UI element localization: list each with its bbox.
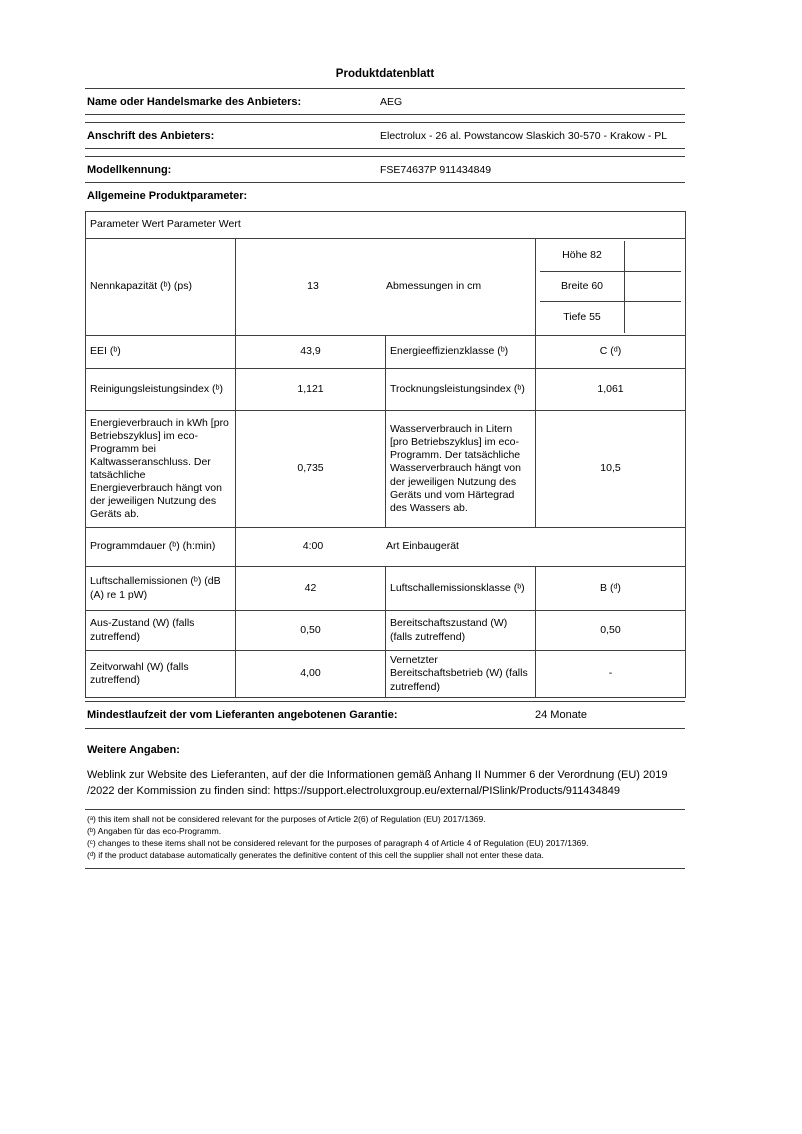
capacity-label: Nennkapazität (ᵇ) (ps) (86, 239, 236, 336)
supplier-address-value: Electrolux - 26 al. Powstancow Slaskich 30-570 - Krakow - PL (380, 129, 668, 142)
networked-standby-value: - (536, 651, 686, 698)
dimensions-label: Abmessungen in cm (386, 280, 482, 293)
supplier-address-row (85, 122, 685, 149)
weblink-line2 (87, 784, 685, 800)
energy-consumption-label: Energieverbrauch in kWh [pro Betriebszyklus] im eco-Programm bei Kaltwasseranschluss. Der tatsächliche Energieverbrauch hängt von der jeweiligen Nutzung des Geräts ab. (86, 411, 236, 528)
cleaning-index-value: 1,121 (236, 369, 386, 411)
energy-consumption-value: 0,735 (236, 411, 386, 528)
supplier-weblink-url[interactable]: https://support.electroluxgroup.eu/external/PISlink/Products/911434849 (273, 784, 621, 797)
page-title: Produktdatenblatt (335, 68, 435, 80)
weblink-paragraph (87, 768, 685, 800)
dimension-width: Breite 60 (540, 272, 625, 303)
dimension-depth: Tiefe 55 (540, 302, 625, 333)
noise-class-label: Luftschallemissionsklasse (ᵇ) (386, 567, 536, 611)
supplier-name-label: Name oder Handelsmarke des Anbieters: (87, 95, 302, 108)
weblink-line1: Weblink zur Website des Lieferanten, auf der die Informationen gemäß Anhang II Nummer 6 der Verordnung (EU) 2019 (87, 769, 668, 781)
noise-value: 42 (236, 567, 386, 611)
capacity-value: 13 (307, 280, 319, 293)
programme-duration-value: 4:00 (302, 540, 324, 553)
table-header-cell: Parameter Wert Parameter Wert (86, 212, 686, 239)
warranty-row (85, 701, 685, 729)
capacity-and-dimensions-cell (236, 239, 536, 336)
footnotes-block (85, 809, 685, 870)
dimension-height-empty-cell (625, 241, 681, 272)
model-identifier-value: FSE74637P 911434849 (380, 163, 492, 176)
model-identifier-row (85, 156, 685, 183)
water-consumption-label: Wasserverbrauch in Litern [pro Betriebszyklus] im eco-Programm. Der tatsächliche Wasserverbrauch hängt von der jeweiligen Nutzung des Geräts und vom Härtegrad des Wassers ab. (386, 411, 536, 528)
general-parameters-heading: Allgemeine Produktparameter: (87, 190, 248, 202)
energy-class-label: Energieeffizienzklasse (ᵇ) (386, 336, 536, 369)
supplier-address-label: Anschrift des Anbieters: (87, 129, 215, 142)
model-identifier-label: Modellkennung: (87, 163, 172, 176)
product-parameters-table (85, 211, 686, 698)
off-mode-label: Aus-Zustand (W) (falls zutreffend) (86, 611, 236, 651)
noise-label: Luftschallemissionen (ᵇ) (dB (A) re 1 pW) (86, 567, 236, 611)
cleaning-index-label: Reinigungsleistungsindex (ᵇ) (86, 369, 236, 411)
footnote-b: (ᵇ) Angaben für das eco-Programm. (87, 825, 222, 836)
programme-duration-label: Programmdauer (ᵇ) (h:min) (86, 528, 236, 567)
supplier-name-row (85, 88, 685, 115)
water-consumption-value: 10,5 (536, 411, 686, 528)
warranty-label: Mindestlaufzeit der vom Lieferanten angebotenen Garantie: (87, 709, 398, 721)
dimensions-cell (536, 239, 686, 336)
eei-value: 43,9 (236, 336, 386, 369)
programme-duration-and-type-cell (236, 528, 686, 567)
energy-class-value: C (ᵈ) (536, 336, 686, 369)
footnote-a: (ᵃ) this item shall not be considered relevant for the purposes of Article 2(6) of Regulation (EU) 2017/1369. (87, 813, 486, 824)
eei-label: EEI (ᵇ) (86, 336, 236, 369)
dimensions-subtable (540, 241, 681, 333)
networked-standby-label: Vernetzter Bereitschaftsbetrieb (W) (falls zutreffend) (386, 651, 536, 698)
noise-class-value: B (ᵈ) (536, 567, 686, 611)
drying-index-label: Trocknungsleistungsindex (ᵇ) (386, 369, 536, 411)
weblink-line2-prefix: /2022 der Kommission zu finden sind: (87, 784, 274, 797)
supplier-name-value: AEG (380, 95, 403, 108)
drying-index-value: 1,061 (536, 369, 686, 411)
delay-start-label: Zeitvorwahl (W) (falls zutreffend) (86, 651, 236, 698)
off-mode-value: 0,50 (236, 611, 386, 651)
footnote-d: (ᵈ) if the product database automatically generates the definitive content of this cell the supplier shall not enter these data. (87, 849, 544, 860)
document-page (85, 68, 685, 869)
footnote-c: (ᶜ) changes to these items shall not be considered relevant for the purposes of paragraph 4 of Article 4 of Regulation (EU) 2017/1369. (87, 837, 589, 848)
dimension-height: Höhe 82 (540, 241, 625, 272)
standby-label: Bereitschaftszustand (W) (falls zutreffend) (386, 611, 536, 651)
dimension-depth-empty-cell (625, 302, 681, 333)
warranty-value: 24 Monate (535, 709, 587, 721)
delay-start-value: 4,00 (236, 651, 386, 698)
dimension-width-empty-cell (625, 272, 681, 303)
standby-value: 0,50 (536, 611, 686, 651)
appliance-type-text: Art Einbaugerät (386, 540, 459, 553)
more-info-heading: Weitere Angaben: (87, 744, 180, 756)
